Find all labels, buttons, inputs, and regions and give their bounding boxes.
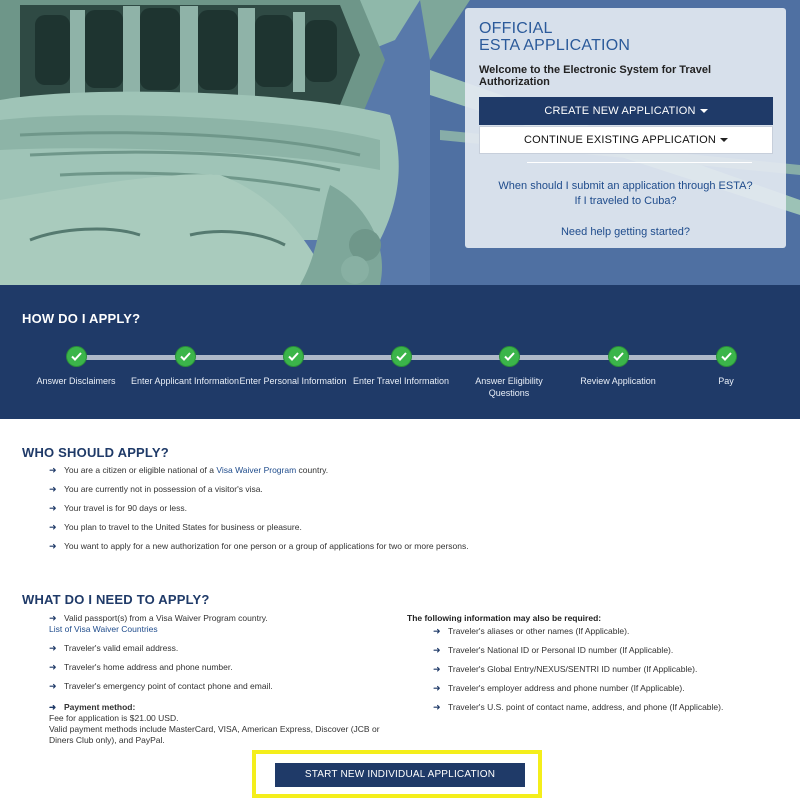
- step-label: Enter Personal Information: [239, 376, 347, 386]
- list-item: ➜ Your travel is for 90 days or less.: [49, 503, 187, 513]
- how-do-i-apply-section: [0, 285, 800, 419]
- arrow-right-icon: ➜: [433, 683, 441, 693]
- panel-divider: [527, 162, 752, 163]
- arrow-right-icon: ➜: [49, 541, 57, 551]
- arrow-right-icon: ➜: [49, 643, 57, 653]
- panel-links: [479, 179, 772, 240]
- need-right-list: [433, 626, 773, 721]
- esta-panel: [465, 8, 786, 248]
- arrow-right-icon: ➜: [49, 662, 57, 672]
- arrow-right-icon: ➜: [49, 503, 57, 513]
- list-item: ➜ Traveler's valid email address.: [49, 643, 179, 653]
- step-review-application: [563, 347, 673, 387]
- step-answer-disclaimers: [21, 347, 131, 387]
- payment-methods: Valid payment methods include MasterCard, VISA, American Express, Discover (JCB or Diners Club only), and PayPal.: [49, 724, 380, 745]
- list-item: ➜ Traveler's National ID or Personal ID number (If Applicable).: [433, 645, 674, 655]
- help-getting-started-link[interactable]: Need help getting started?: [560, 226, 691, 238]
- list-item: ➜ Traveler's employer address and phone number (If Applicable).: [433, 683, 685, 693]
- panel-title-line1: OFFICIAL: [479, 20, 553, 37]
- panel-title: [479, 20, 772, 54]
- list-item: ➜ Traveler's home address and phone number.: [49, 662, 233, 672]
- arrow-right-icon: ➜: [49, 465, 57, 475]
- arrow-right-icon: ➜: [49, 522, 57, 532]
- step-label: Answer Disclaimers: [36, 376, 116, 386]
- step-enter-travel-information: [346, 347, 456, 387]
- create-new-application-button[interactable]: [479, 97, 773, 125]
- step-label: Review Application: [580, 376, 656, 386]
- check-icon: [67, 347, 86, 366]
- panel-title-line2: ESTA APPLICATION: [479, 37, 631, 54]
- list-item: ➜ Traveler's aliases or other names (If Applicable).: [433, 626, 630, 636]
- step-label: Enter Travel Information: [352, 376, 450, 386]
- check-icon: [500, 347, 519, 366]
- welcome-text: Welcome to the Electronic System for Travel Authorization: [479, 64, 712, 88]
- who-list: [49, 465, 469, 560]
- list-item: ➜ Traveler's Global Entry/NEXUS/SENTRI ID number (If Applicable).: [433, 664, 698, 674]
- list-item: ➜ You are a citizen or eligible national of a Visa Waiver Program country.: [49, 465, 329, 475]
- list-item: ➜ Valid passport(s) from a Visa Waiver Program country. List of Visa Waiver Countries: [49, 613, 268, 634]
- list-item: ➜ You plan to travel to the United States for business or pleasure.: [49, 522, 302, 532]
- arrow-right-icon: ➜: [49, 484, 57, 494]
- payment-fee: Fee for application is $21.00 USD.: [49, 713, 179, 723]
- step-label: Pay: [718, 376, 734, 386]
- check-icon: [717, 347, 736, 366]
- step-label: Enter Applicant Information: [130, 376, 240, 386]
- arrow-right-icon: ➜: [433, 702, 441, 712]
- check-icon: [609, 347, 628, 366]
- step-enter-applicant-information: [130, 347, 240, 387]
- caret-down-icon: [720, 138, 728, 142]
- check-icon: [284, 347, 303, 366]
- arrow-right-icon: ➜: [433, 645, 441, 655]
- also-required-heading: The following information may also be required:: [407, 613, 602, 623]
- continue-button-label: CONTINUE EXISTING APPLICATION: [523, 134, 717, 146]
- visa-waiver-program-link[interactable]: Visa Waiver Program: [216, 465, 297, 475]
- list-item: ➜ You want to apply for a new authorization for one person or a group of applications for two or more persons.: [49, 541, 469, 551]
- list-of-visa-waiver-countries-link[interactable]: List of Visa Waiver Countries: [49, 624, 158, 634]
- arrow-right-icon: ➜: [433, 664, 441, 674]
- step-answer-eligibility-questions: [454, 347, 564, 399]
- create-button-label: CREATE NEW APPLICATION: [544, 105, 696, 117]
- list-item: ➜ Traveler's emergency point of contact phone and email.: [49, 681, 273, 691]
- when-to-submit-link[interactable]: When should I submit an application through ESTA?: [498, 180, 753, 192]
- who-should-apply-heading: WHO SHOULD APPLY?: [22, 445, 169, 460]
- arrow-right-icon: ➜: [433, 626, 441, 636]
- what-do-i-need-heading: WHAT DO I NEED TO APPLY?: [22, 592, 210, 607]
- how-title: HOW DO I APPLY?: [22, 311, 141, 326]
- payment-heading: Payment method:: [64, 702, 136, 712]
- step-enter-personal-information: [238, 347, 348, 387]
- hero-banner: [0, 0, 800, 285]
- traveled-to-cuba-link[interactable]: If I traveled to Cuba?: [574, 195, 677, 207]
- payment-method-block: [49, 702, 389, 746]
- step-label: Answer Eligibility Questions: [475, 376, 543, 398]
- caret-down-icon: [700, 109, 708, 113]
- continue-existing-application-button[interactable]: [479, 126, 773, 154]
- arrow-right-icon: ➜: [49, 681, 57, 691]
- arrow-right-icon: ➜: [49, 613, 57, 623]
- check-icon: [392, 347, 411, 366]
- start-new-individual-application-button[interactable]: START NEW INDIVIDUAL APPLICATION: [275, 763, 525, 787]
- need-left-list: [49, 613, 379, 700]
- list-item: ➜ You are currently not in possession of a visitor's visa.: [49, 484, 263, 494]
- step-pay: [671, 347, 781, 387]
- check-icon: [176, 347, 195, 366]
- list-item: ➜ Traveler's U.S. point of contact name, address, and phone (If Applicable).: [433, 702, 724, 712]
- arrow-right-icon: ➜: [49, 702, 57, 712]
